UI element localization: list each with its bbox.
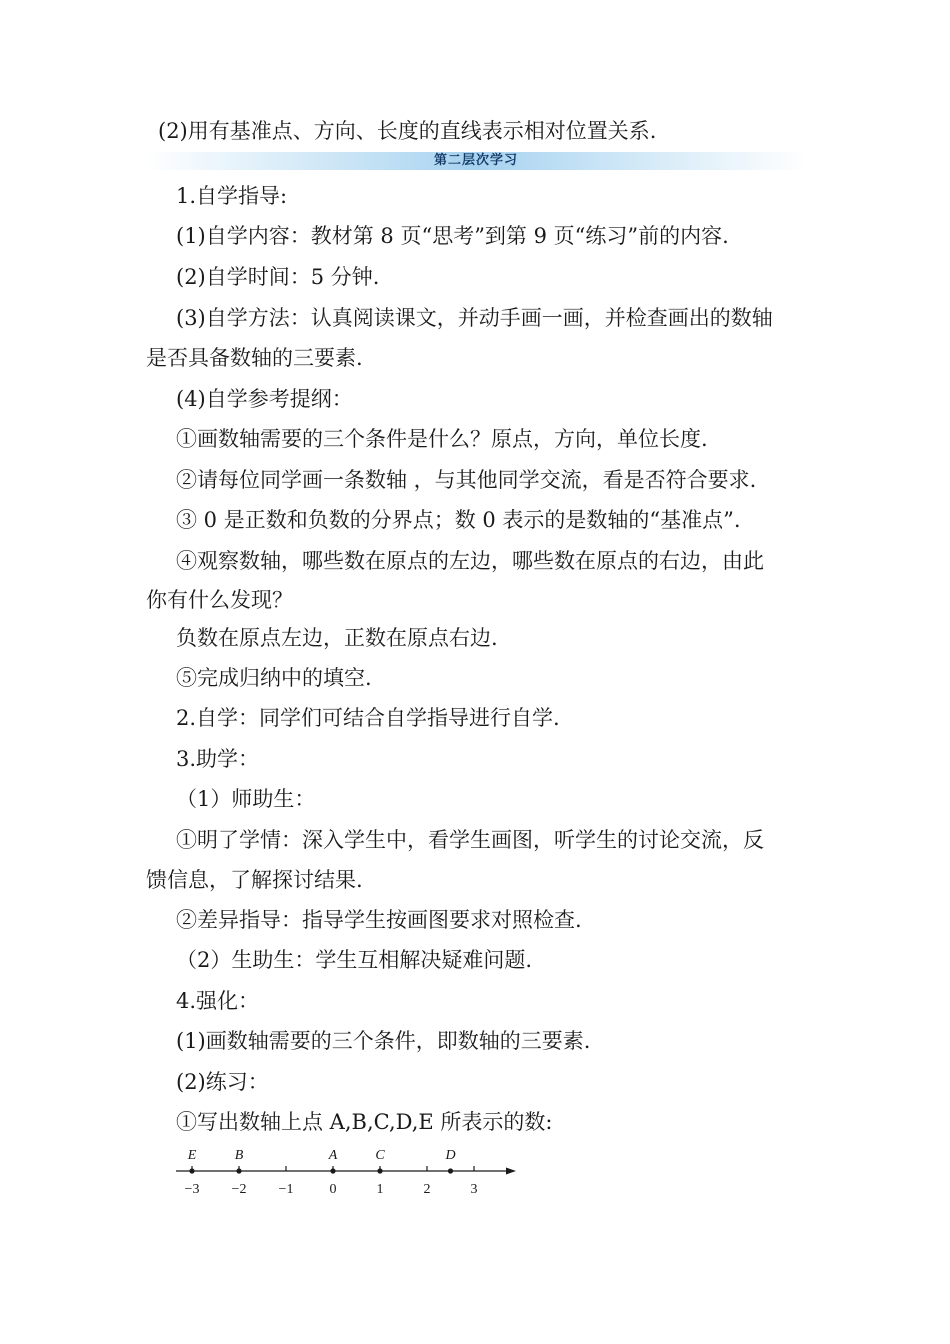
number-line-point <box>330 1168 335 1173</box>
text-line-15: 2.自学：同学们可结合自学指导进行自学. <box>176 706 560 730</box>
text-line-12: 你有什么发现？ <box>146 588 293 612</box>
text-line-8: ①画数轴需要的三个条件是什么？原点，方向，单位长度. <box>176 427 708 451</box>
number-line-tick-label: 3 <box>470 1182 478 1197</box>
text-line-3: (1)自学内容：教材第 8 页“思考”到第 9 页“练习”前的内容. <box>176 224 729 248</box>
text-line-14: ⑤完成归纳中的填空. <box>176 666 372 690</box>
text-line-13: 负数在原点左边，正数在原点右边. <box>176 626 498 650</box>
text-line-25: ①写出数轴上点 A,B,C,D,E 所表示的数: <box>176 1110 553 1134</box>
number-line-tick-label: −2 <box>231 1182 247 1197</box>
number-line-tick-label: 0 <box>329 1182 337 1197</box>
number-line-point-label: A <box>328 1148 338 1163</box>
text-line-5: (3)自学方法：认真阅读课文，并动手画一画，并检查画出的数轴 <box>176 306 773 330</box>
number-line-point <box>236 1168 241 1173</box>
text-line-16: 3.助学： <box>176 747 260 771</box>
text-line-22: 4.强化： <box>176 989 260 1013</box>
text-line-18: ①明了学情：深入学生中，看学生画图，听学生的讨论交流，反 <box>176 828 764 852</box>
number-line-point <box>377 1168 382 1173</box>
text-line-10: ③ 0 是正数和负数的分界点；数 0 表示的是数轴的“基准点”. <box>176 508 741 532</box>
number-line-point-label: D <box>445 1148 456 1163</box>
text-line-9: ②请每位同学画一条数轴 ，与其他同学交流，看是否符合要求. <box>176 468 757 492</box>
section-banner-title: 第二层次学习 <box>433 153 518 168</box>
number-line-tick-label: −1 <box>278 1182 294 1197</box>
number-line-point <box>448 1168 453 1173</box>
text-line-17: （1）师助生： <box>176 787 316 811</box>
number-line-point-label: B <box>234 1148 244 1163</box>
number-line-arrow-icon <box>506 1168 516 1175</box>
text-line-7: (4)自学参考提纲： <box>176 387 353 411</box>
text-line-23: (1)画数轴需要的三个条件，即数轴的三要素. <box>176 1029 591 1053</box>
number-line-tick-label: 1 <box>376 1182 384 1197</box>
number-line-point-label: E <box>187 1148 197 1163</box>
section-banner <box>145 152 807 170</box>
number-line-point <box>189 1168 194 1173</box>
text-line-4: (2)自学时间：5 分钟. <box>176 265 380 289</box>
text-line-19: 馈信息，了解探讨结果. <box>146 868 363 892</box>
text-line-20: ②差异指导：指导学生按画图要求对照检查. <box>176 908 582 932</box>
text-line-24: (2)练习： <box>176 1070 269 1094</box>
text-line-11: ④观察数轴，哪些数在原点的左边，哪些数在原点的右边，由此 <box>176 549 764 573</box>
text-line-2: 1.自学指导: <box>176 184 288 208</box>
text-line-6: 是否具备数轴的三要素. <box>146 346 363 370</box>
number-line-figure <box>172 1142 532 1202</box>
number-line-tick-label: 2 <box>423 1182 431 1197</box>
text-line-21: （2）生助生：学生互相解决疑难问题. <box>176 948 533 972</box>
text-line-1: (2)用有基准点、方向、长度的直线表示相对位置关系. <box>158 119 657 143</box>
number-line-tick-label: −3 <box>184 1182 200 1197</box>
number-line-point-label: C <box>375 1148 385 1163</box>
